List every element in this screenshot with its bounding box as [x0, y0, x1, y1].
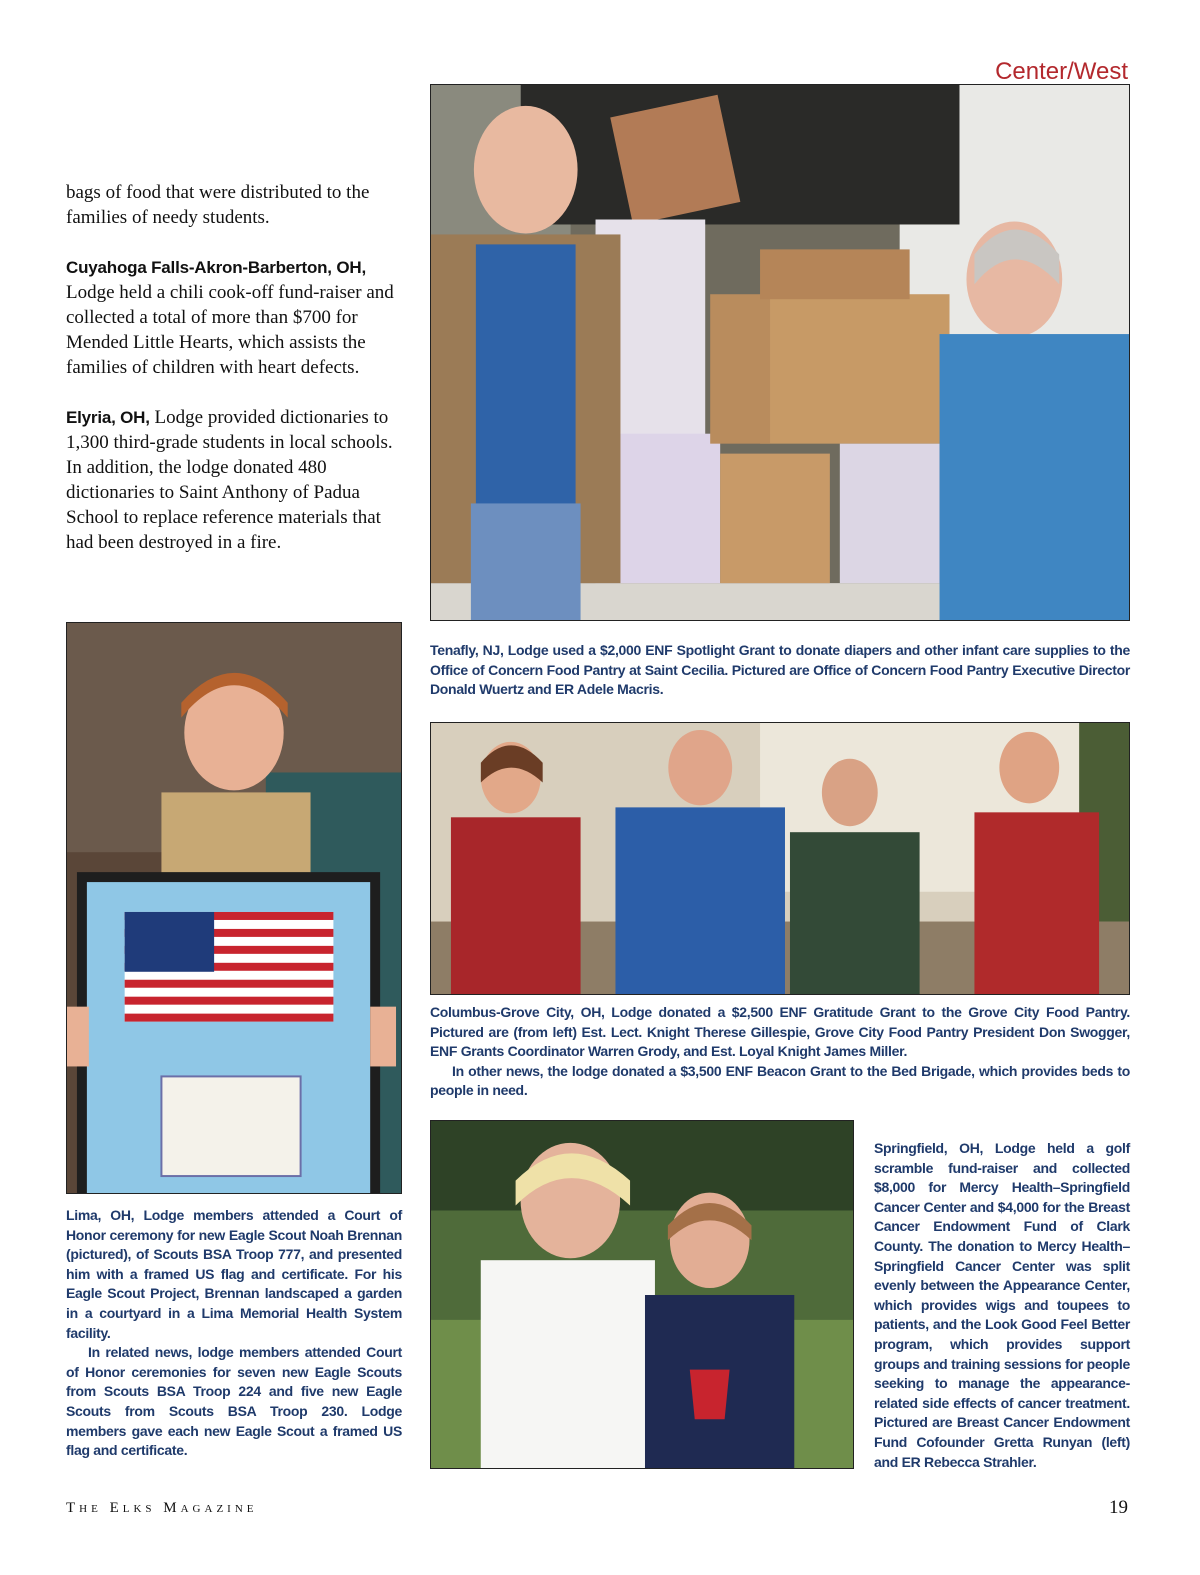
lima-caption-text: Lodge members attended a Court of Honor ceremony for new Eagle Scout Noah Brennan (pictured), of Scouts BSA Troop 777, and presented him with a framed US flag and certificate. For his Eagle Scout Project, Brennan landscaped a garden in a courtyard in a Lima Memorial Health System facility. [66, 1207, 402, 1341]
lima-caption-lead: Lima, OH, [66, 1207, 135, 1223]
body-paragraph-1: bags of food that were distributed to the families of needy students. [66, 182, 370, 228]
magazine-title: The Elks Magazine [66, 1500, 258, 1516]
body-text-cuyahoga: Lodge held a chili cook-off fund-raiser and collected a total of more than $700 for Mended Little Hearts, which assists the families of children with heart defects. [66, 282, 394, 378]
columbus-caption [430, 1003, 1130, 1101]
body-paragraph-3 [66, 405, 402, 555]
columbus-photo [430, 722, 1130, 995]
tenafly-caption-text: Lodge used a $2,000 ENF Spotlight Grant to donate diapers and other infant care supplies to the Office of Concern Food Pantry at Saint Cecilia. Pictured are Office of Concern Food Pantry Executive Director Donald Wuertz and ER Adele Macris. [430, 642, 1131, 698]
body-paragraph-2 [66, 255, 402, 380]
springfield-caption [874, 1139, 1130, 1472]
columbus-caption-text: Lodge donated a $2,500 ENF Gratitude Grant to the Grove City Food Pantry. Pictured are (from left) Est. Lect. Knight Therese Gillespie, Grove City Food Pantry President Don Swogger, ENF Grants Coordinator Warren Grody, and Est. Loyal Knight James Miller. [430, 1004, 1130, 1060]
tenafly-caption [430, 641, 1130, 700]
lima-caption [66, 1206, 402, 1461]
springfield-caption-text: Lodge held a golf scramble fund-raiser and collected $8,000 for Mercy Health–Springfield Cancer Center and $4,000 for the Breast Cancer Endowment Fund of Clark County. The donation to Mercy Health–Springfield Cancer Center was split evenly between the Appearance Center, which provides wigs and toupees to patients, and the Look Good Feel Better program, which provides support groups and training sessions for people seeking to manage the appearance-related side effects of cancer treatment. Pictured are Breast Cancer Endowment Fund Cofounder Gretta Runyan (left) and ER Rebecca Strahler. [874, 1140, 1130, 1470]
page-number: 19 [1109, 1497, 1128, 1518]
body-column [66, 180, 402, 580]
lima-caption-text-2: In related news, lodge members attended Court of Honor ceremonies for seven new Eagle Scouts from Scouts BSA Troop 224 and five new Eagle Scouts from Scouts BSA Troop 230. Lodge members gave each new Eagle Scout a framed US flag and certificate. [66, 1344, 402, 1459]
columbus-caption-text-2: In other news, the lodge donated a $3,500 ENF Beacon Grant to the Bed Brigade, which provides beds to people in need. [430, 1062, 1130, 1099]
tenafly-photo [430, 84, 1130, 621]
springfield-caption-lead: Springfield, OH, [874, 1140, 984, 1156]
columbus-caption-lead: Columbus-Grove City, OH, [430, 1004, 605, 1020]
body-lead-elyria: Elyria, OH, [66, 408, 150, 427]
lima-photo [66, 622, 402, 1194]
body-lead-cuyahoga: Cuyahoga Falls-Akron-Barberton, OH, [66, 258, 366, 277]
tenafly-caption-lead: Tenafly, NJ, [430, 642, 504, 658]
body-text-elyria: Lodge provided dictionaries to 1,300 third-grade students in local schools. In addition, the lodge donated 480 dictionaries to Saint Anthony of Padua School to replace reference materials that had been destroyed in a fire. [66, 407, 393, 553]
springfield-photo [430, 1120, 854, 1469]
section-label: Center/West [995, 58, 1128, 85]
